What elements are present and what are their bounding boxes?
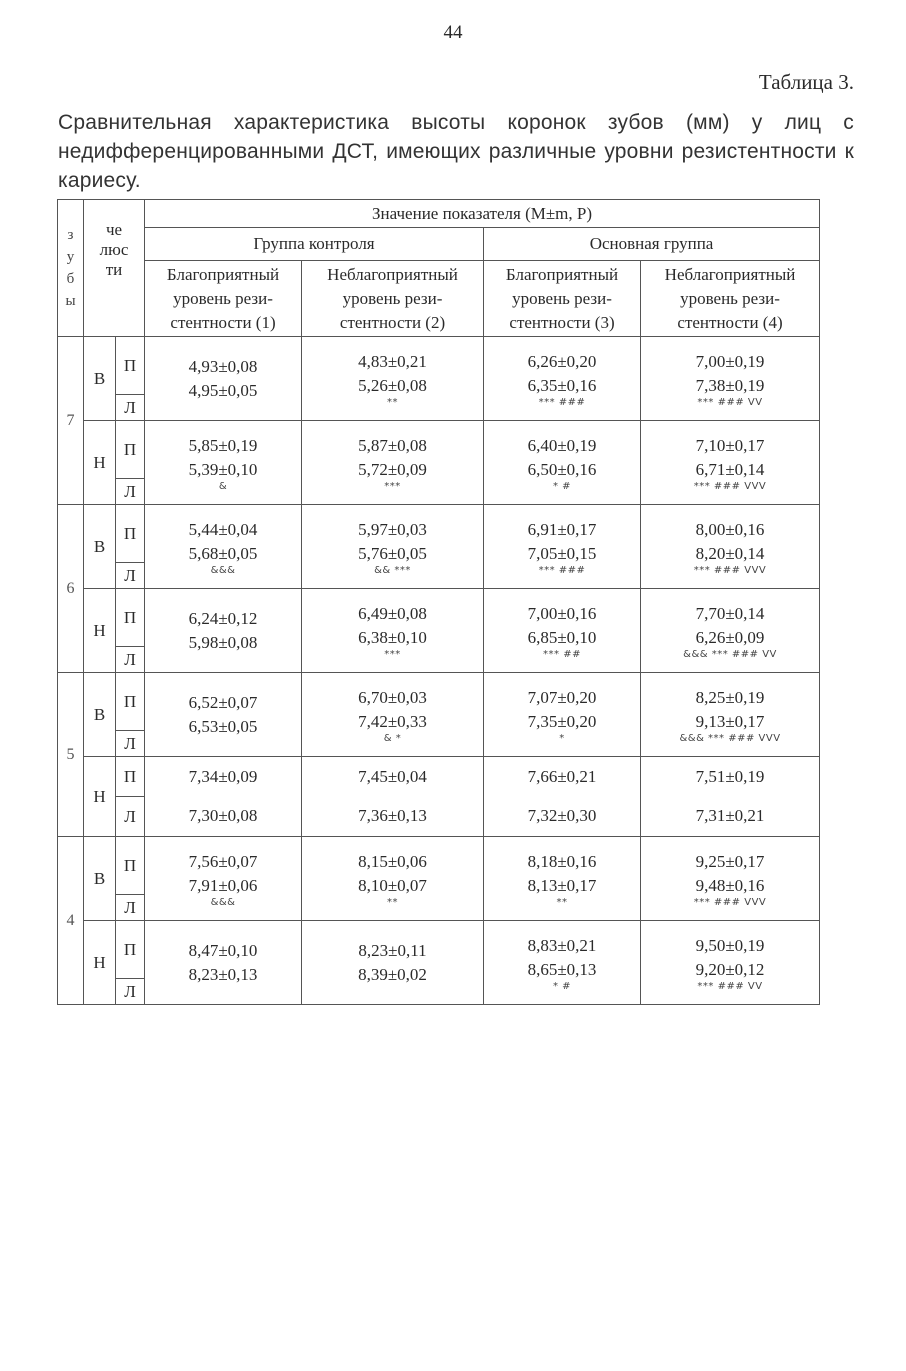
significance-mark: *** ### VVV [693, 480, 767, 492]
table-caption: Сравнительная характеристика высоты коронок зубов (мм) у лиц с недифференцированными ДСТ, имеющих различные уровни резистентности к кариесу. [58, 111, 854, 192]
value-cell [484, 797, 641, 837]
value-l: 7,30±0,08 [188, 806, 258, 826]
side-label-p: П [116, 673, 145, 731]
value-l: 7,05±0,15 [527, 543, 597, 563]
value-l: 5,72±0,09 [358, 459, 427, 479]
value-cell [145, 921, 302, 1005]
tooth-number: 6 [58, 505, 84, 673]
value-p: 7,66±0,21 [527, 766, 597, 786]
significance-mark: *** ### VV [697, 396, 763, 408]
header-sub-line: Неблагоприятный [664, 264, 796, 284]
value-l: 8,65±0,13 [527, 959, 597, 979]
significance-mark: *** [384, 480, 401, 492]
significance-mark: *** ### VVV [693, 564, 767, 576]
significance-mark: *** ### VV [697, 980, 763, 992]
value-l: 8,20±0,14 [695, 543, 765, 563]
jaw-label: В [84, 505, 116, 589]
value-p: 8,83±0,21 [527, 935, 597, 955]
value-p: 5,87±0,08 [358, 435, 427, 455]
jaw-label: Н [84, 589, 116, 673]
value-cell [641, 505, 820, 589]
jaw-label: В [84, 337, 116, 421]
significance-mark: *** ### [538, 396, 586, 408]
header-teeth: з у б ы [58, 200, 84, 337]
header-group-main: Основная группа [484, 228, 820, 261]
value-l: 8,23±0,13 [188, 964, 258, 984]
value-cell [641, 589, 820, 673]
header-group-control: Группа контроля [145, 228, 484, 261]
significance-mark: ** [556, 896, 568, 908]
header-sub-2 [302, 261, 484, 337]
value-l: 5,76±0,05 [358, 543, 427, 563]
value-p: 7,34±0,09 [188, 766, 258, 786]
value-l: 8,10±0,07 [358, 875, 427, 895]
header-sub-line: стентности (2) [339, 312, 446, 332]
value-l: 7,42±0,33 [358, 711, 427, 731]
value-p: 8,23±0,11 [358, 940, 427, 960]
value-cell [302, 589, 484, 673]
header-sub-line: уровень рези- [342, 288, 443, 308]
side-label-l: Л [116, 479, 145, 505]
header-sub-line: уровень рези- [512, 288, 612, 308]
header-sub-line: Благоприятный [505, 264, 619, 284]
value-l: 6,35±0,16 [527, 375, 597, 395]
side-label-p: П [116, 589, 145, 647]
jaw-label: В [84, 837, 116, 921]
side-label-p: П [116, 757, 145, 797]
side-label-l: Л [116, 647, 145, 673]
table-row [58, 837, 820, 895]
header-jaws: че люс ти [84, 200, 145, 337]
significance-mark: &&& [210, 896, 236, 908]
value-p: 5,85±0,19 [188, 435, 258, 455]
value-l: 6,38±0,10 [358, 627, 427, 647]
side-label-p: П [116, 421, 145, 479]
table-row [58, 673, 820, 731]
side-label-l: Л [116, 895, 145, 921]
value-cell [145, 757, 302, 797]
value-l: 6,50±0,16 [527, 459, 597, 479]
value-p: 9,50±0,19 [695, 935, 765, 955]
side-label-l: Л [116, 979, 145, 1005]
value-p: 7,70±0,14 [695, 603, 765, 623]
significance-mark: *** ### [538, 564, 586, 576]
value-cell [302, 757, 484, 797]
value-p: 6,91±0,17 [527, 519, 597, 539]
value-l: 4,95±0,05 [188, 380, 258, 400]
value-p: 7,00±0,19 [695, 351, 765, 371]
side-label-l: Л [116, 797, 145, 837]
value-l: 6,85±0,10 [527, 627, 597, 647]
value-p: 4,83±0,21 [358, 351, 427, 371]
value-l: 7,38±0,19 [695, 375, 765, 395]
side-label-p: П [116, 837, 145, 895]
value-p: 8,25±0,19 [695, 687, 765, 707]
value-p: 6,52±0,07 [188, 692, 258, 712]
value-p: 6,70±0,03 [358, 687, 427, 707]
value-cell [302, 505, 484, 589]
value-p: 6,49±0,08 [358, 603, 427, 623]
tooth-number: 7 [58, 337, 84, 505]
header-sub-line: стентности (3) [509, 312, 615, 332]
significance-mark: *** [384, 648, 401, 660]
header-sub-3 [484, 261, 641, 337]
value-l: 5,98±0,08 [188, 632, 258, 652]
jaw-label: Н [84, 757, 116, 837]
header-sub-line: Благоприятный [166, 264, 280, 284]
significance-mark: *** ## [543, 648, 581, 660]
header-sub-line: Неблагоприятный [327, 264, 458, 284]
value-cell [641, 337, 820, 421]
table-row [58, 505, 820, 563]
value-l: 9,13±0,17 [695, 711, 765, 731]
value-cell [484, 757, 641, 797]
significance-mark: &&& *** ### VV [683, 648, 777, 660]
value-cell [145, 421, 302, 505]
value-cell [302, 921, 484, 1005]
value-cell [145, 589, 302, 673]
significance-mark: &&& *** ### VVV [679, 732, 781, 744]
side-label-p: П [116, 921, 145, 979]
table-row [58, 797, 820, 837]
jaw-label: Н [84, 421, 116, 505]
value-cell [145, 337, 302, 421]
value-l: 7,32±0,30 [527, 806, 597, 826]
header-sub-line: уровень рези- [680, 288, 780, 308]
tooth-number: 4 [58, 837, 84, 1005]
value-p: 7,10±0,17 [695, 435, 765, 455]
value-p: 6,40±0,19 [527, 435, 597, 455]
side-label-l: Л [116, 731, 145, 757]
value-cell [302, 837, 484, 921]
table-row [58, 921, 820, 979]
value-p: 6,24±0,12 [188, 608, 258, 628]
value-cell [484, 589, 641, 673]
value-cell [641, 757, 820, 797]
side-label-p: П [116, 337, 145, 395]
significance-mark: * [559, 732, 565, 744]
value-l: 9,48±0,16 [695, 875, 765, 895]
significance-mark: & * [383, 732, 402, 744]
significance-mark: ** [387, 396, 399, 408]
value-cell [302, 421, 484, 505]
side-label-p: П [116, 505, 145, 563]
value-p: 6,26±0,20 [527, 351, 597, 371]
side-label-l: Л [116, 563, 145, 589]
tooth-number: 5 [58, 673, 84, 837]
value-p: 8,47±0,10 [188, 940, 258, 960]
value-cell [484, 421, 641, 505]
significance-mark: * # [552, 980, 572, 992]
value-p: 7,00±0,16 [527, 603, 597, 623]
value-p: 7,45±0,04 [358, 766, 427, 786]
value-p: 7,56±0,07 [188, 851, 258, 871]
significance-mark: ** [387, 896, 399, 908]
value-cell [641, 837, 820, 921]
value-cell [302, 337, 484, 421]
value-cell [145, 837, 302, 921]
value-cell [641, 921, 820, 1005]
table-row [58, 421, 820, 479]
value-p: 7,51±0,19 [695, 766, 765, 786]
significance-mark: &&& [210, 564, 236, 576]
table-row [58, 589, 820, 647]
value-l: 6,26±0,09 [695, 627, 765, 647]
value-cell [145, 505, 302, 589]
value-l: 9,20±0,12 [695, 959, 765, 979]
value-cell [484, 673, 641, 757]
crown-height-table [57, 199, 820, 1005]
jaw-label: Н [84, 921, 116, 1005]
value-p: 7,07±0,20 [527, 687, 597, 707]
value-cell [641, 673, 820, 757]
value-cell [641, 797, 820, 837]
value-l: 5,26±0,08 [358, 375, 427, 395]
significance-mark: & [218, 480, 228, 492]
page-number: 44 [443, 22, 463, 43]
value-p: 8,18±0,16 [527, 851, 597, 871]
value-p: 8,00±0,16 [695, 519, 765, 539]
value-p: 5,97±0,03 [358, 519, 427, 539]
value-l: 7,35±0,20 [527, 711, 597, 731]
value-cell [484, 337, 641, 421]
significance-mark: && *** [374, 564, 411, 576]
table-label: Таблица 3. [758, 70, 854, 94]
value-l: 7,36±0,13 [358, 806, 427, 826]
value-cell [302, 797, 484, 837]
header-sub-1 [145, 261, 302, 337]
value-cell [641, 421, 820, 505]
table-row [58, 337, 820, 395]
side-label-l: Л [116, 395, 145, 421]
header-sub-line: уровень рези- [173, 288, 273, 308]
header-sub-line: стентности (4) [677, 312, 783, 332]
value-cell [302, 673, 484, 757]
value-l: 5,39±0,10 [188, 459, 258, 479]
significance-mark: *** ### VVV [693, 896, 767, 908]
value-p: 5,44±0,04 [188, 519, 258, 539]
value-p: 8,15±0,06 [358, 851, 427, 871]
value-l: 7,31±0,21 [695, 806, 765, 826]
table-row [58, 757, 820, 797]
value-l: 6,53±0,05 [188, 716, 258, 736]
value-p: 4,93±0,08 [188, 356, 258, 376]
value-cell [145, 797, 302, 837]
value-cell [145, 673, 302, 757]
jaw-label: В [84, 673, 116, 757]
header-sub-4 [641, 261, 820, 337]
value-l: 7,91±0,06 [188, 875, 258, 895]
value-l: 8,13±0,17 [527, 875, 597, 895]
header-value-title: Значение показателя (M±m, P) [145, 200, 820, 228]
significance-mark: * # [552, 480, 572, 492]
value-cell [484, 837, 641, 921]
value-l: 6,71±0,14 [695, 459, 765, 479]
value-cell [484, 505, 641, 589]
value-cell [484, 921, 641, 1005]
value-l: 8,39±0,02 [358, 964, 427, 984]
value-p: 9,25±0,17 [695, 851, 765, 871]
value-l: 5,68±0,05 [188, 543, 258, 563]
header-sub-line: стентности (1) [170, 312, 276, 332]
